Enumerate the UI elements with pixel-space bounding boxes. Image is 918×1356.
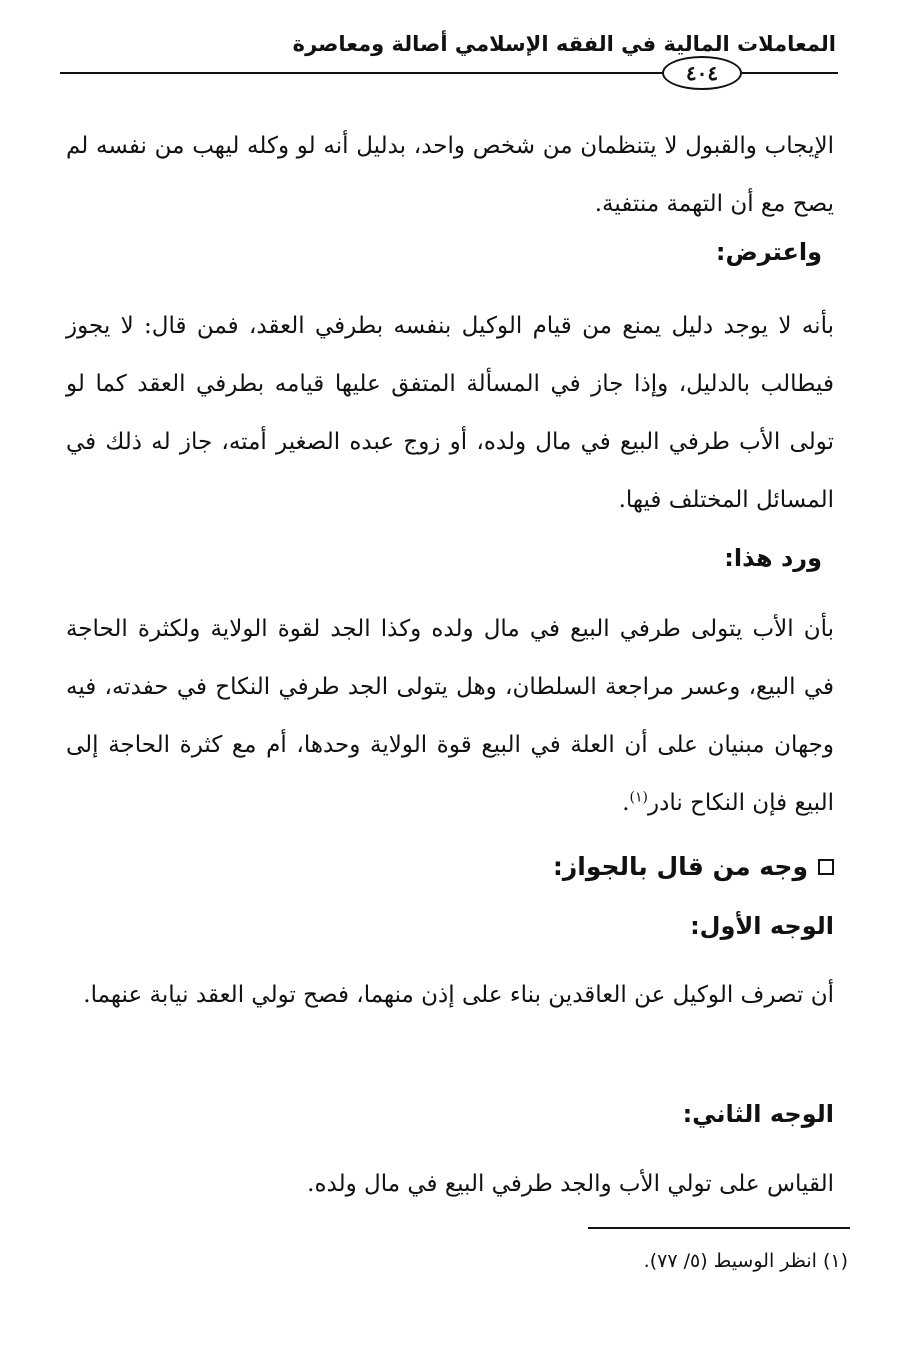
running-header-title: المعاملات المالية في الفقه الإسلامي أصالة ومعاصرة (292, 32, 836, 56)
paragraph-3-end: . (622, 790, 630, 816)
second-aspect-label: الوجه الثاني: (682, 1100, 834, 1128)
paragraph-5: القياس على تولي الأب والجد طرفي البيع في مال ولده. (307, 1171, 834, 1197)
header-rule (742, 72, 838, 74)
header-rule (60, 72, 663, 74)
paragraph-4: أن تصرف الوكيل عن العاقدين بناء على إذن منهما، فصح تولي العقد نيابة عنهما. (83, 982, 834, 1008)
footnote-rule (588, 1227, 850, 1229)
first-aspect-label: الوجه الأول: (690, 912, 834, 940)
reply-label: ورد هذا: (724, 544, 822, 572)
page-number: ٤٠٤ (662, 56, 742, 90)
paragraph-2: بأنه لا يوجد دليل يمنع من قيام الوكيل بنفسه بطرفي العقد، فمن قال: لا يجوز فيطالب بالدليل، وإذا جاز في المسألة المتفق عليها قيامه بطرفي العقد كما لو تولى الأب طرفي البيع في مال ولده، أو زوج عبده الصغير أمته، جاز له ذلك في المسائل المختلف فيها. (66, 313, 834, 513)
square-bullet-icon (818, 859, 834, 875)
footnote: (١) انظر الوسيط (٥/ ٧٧). (643, 1250, 848, 1272)
paragraph-3 (66, 600, 834, 832)
section-heading-text: وجه من قال بالجواز: (552, 852, 808, 881)
objection-label: واعترض: (715, 238, 822, 266)
paragraph-3-text: بأن الأب يتولى طرفي البيع في مال ولده وكذا الجد لقوة الولاية ولكثرة الحاجة في البيع، وعسر مراجعة السلطان، وهل يتولى الجد طرفي النكاح في حفدته، فيه وجهان مبنيان على أن العلة في البيع قوة الولاية وحدها، أم مع كثرة الحاجة إلى البيع فإن النكاح نادر (66, 616, 834, 816)
section-heading (553, 852, 834, 881)
paragraph-1: الإيجاب والقبول لا يتنظمان من شخص واحد، بدليل أنه لو وكله ليهب من نفسه لم يصح مع أن التهمة منتفية. (66, 133, 834, 217)
footnote-reference: (١) (629, 789, 648, 806)
